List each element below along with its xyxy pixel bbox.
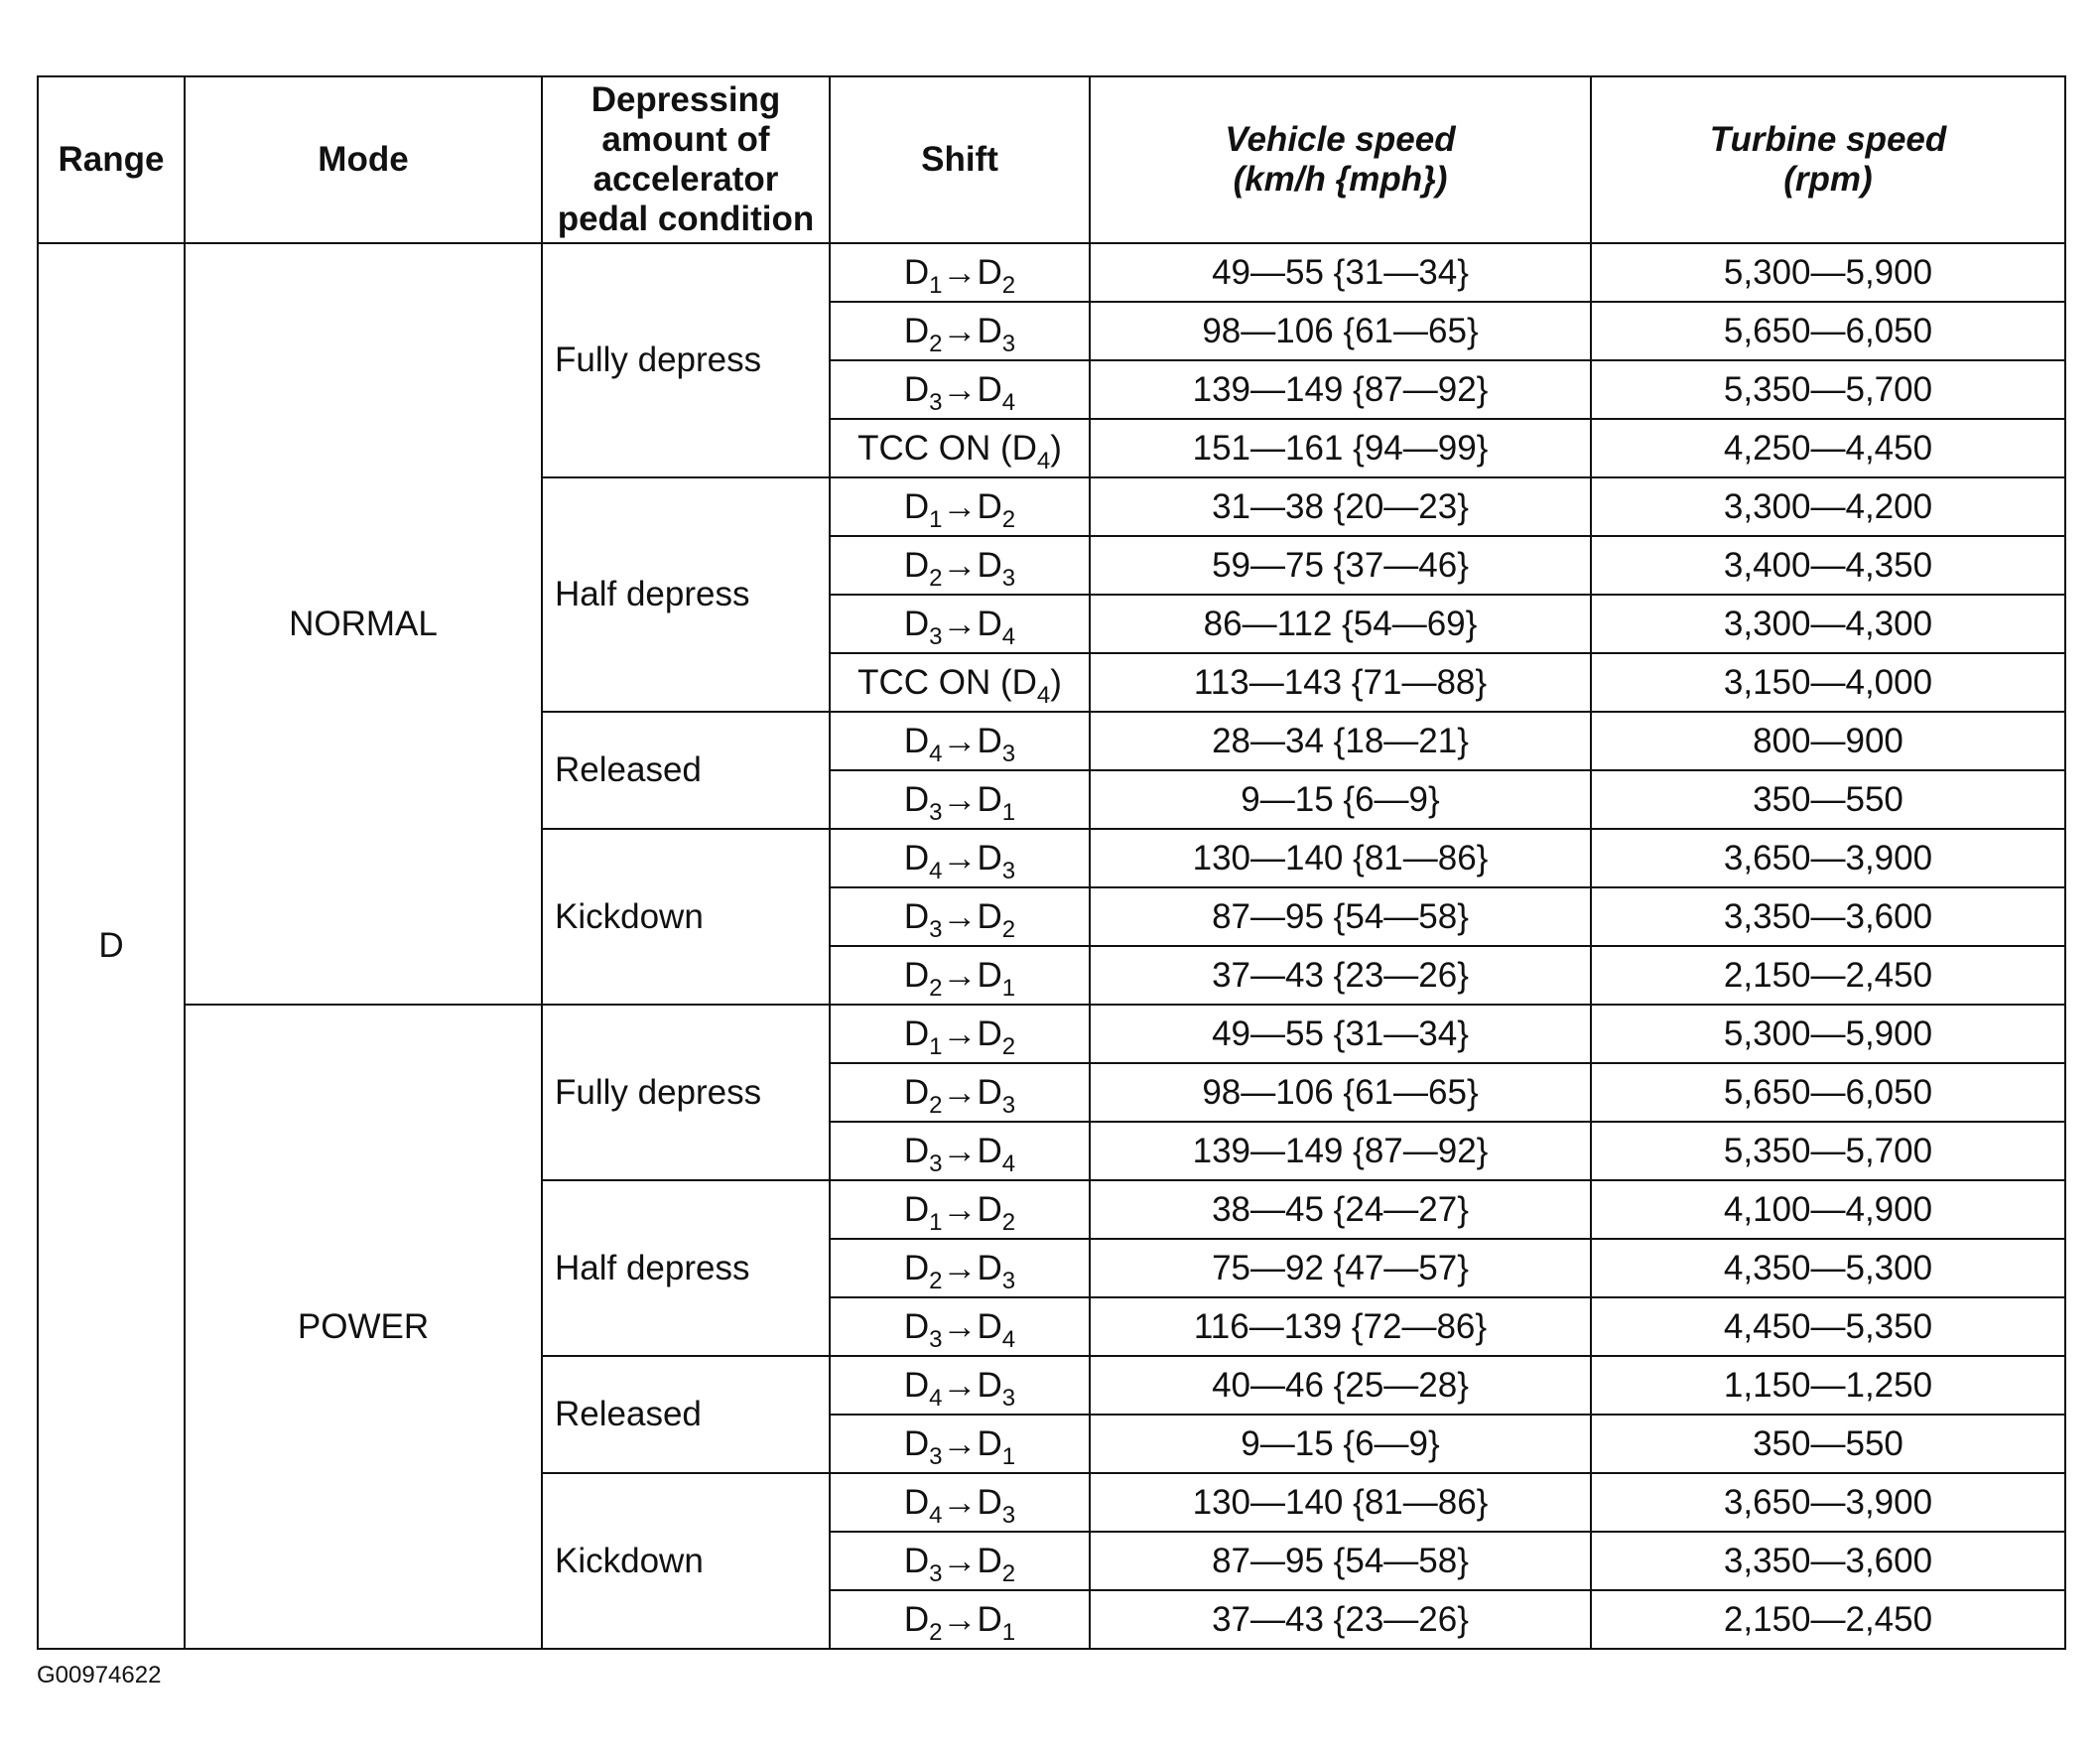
vehicle-speed-cell: 130—140 {81—86} [1090, 1473, 1591, 1532]
shift-gear-subscript: 3 [929, 915, 943, 943]
shift-gear-subscript: 3 [1001, 857, 1016, 884]
shift-gear-subscript: 4 [929, 1384, 943, 1412]
shift-text: D [977, 1541, 1002, 1580]
turbine-speed-cell: 350—550 [1591, 1415, 2065, 1473]
shift-cell [830, 1239, 1090, 1297]
shift-gear-subscript: 1 [929, 505, 943, 533]
shift-text: D [903, 1131, 930, 1170]
shift-text: D [903, 545, 930, 585]
header-vehicle-speed [1090, 76, 1591, 243]
shift-gear-subscript: 4 [1001, 1149, 1016, 1177]
shift-cell [830, 770, 1090, 829]
shift-cell [830, 1297, 1090, 1356]
vehicle-speed-cell: 86—112 {54—69} [1090, 595, 1591, 653]
shift-text: → [942, 779, 978, 819]
vehicle-speed-cell: 31—38 {20—23} [1090, 477, 1591, 536]
shift-text: → [942, 838, 978, 878]
turbine-speed-cell: 5,350—5,700 [1591, 360, 2065, 419]
shift-text: D [903, 1072, 930, 1112]
shift-cell [830, 595, 1090, 653]
pedal-condition-cell: Kickdown [542, 1473, 830, 1649]
shift-text: D [903, 311, 930, 350]
vehicle-speed-cell: 9—15 {6—9} [1090, 770, 1591, 829]
pedal-condition-cell: Released [542, 1356, 830, 1473]
pedal-condition-cell: Fully depress [542, 1005, 830, 1180]
turbine-speed-cell: 800—900 [1591, 712, 2065, 770]
turbine-speed-cell: 4,350—5,300 [1591, 1239, 2065, 1297]
shift-gear-subscript: 4 [1001, 388, 1016, 416]
turbine-speed-cell: 3,650—3,900 [1591, 829, 2065, 887]
shift-gear-subscript: 4 [1001, 1325, 1016, 1353]
shift-cell [830, 360, 1090, 419]
shift-text: D [977, 779, 1002, 819]
turbine-speed-cell: 350—550 [1591, 770, 2065, 829]
shift-cell [830, 1473, 1090, 1532]
shift-gear-subscript: 4 [929, 857, 943, 884]
shift-gear-subscript: 3 [1001, 1384, 1016, 1412]
shift-gear-subscript: 3 [929, 622, 943, 650]
shift-text: D [977, 896, 1002, 936]
turbine-speed-cell: 5,300—5,900 [1591, 1005, 2065, 1063]
turbine-speed-cell: 1,150—1,250 [1591, 1356, 2065, 1415]
shift-text: D [977, 1072, 1002, 1112]
shift-text: D [977, 1131, 1002, 1170]
shift-text: → [942, 252, 978, 292]
vehicle-speed-cell: 37—43 {23—26} [1090, 1590, 1591, 1649]
shift-cell [830, 1005, 1090, 1063]
shift-gear-subscript: 1 [1001, 974, 1016, 1002]
shift-gear-subscript: 2 [929, 330, 943, 357]
shift-gear-subscript: 3 [1001, 1267, 1016, 1294]
vehicle-speed-cell: 139—149 {87—92} [1090, 1122, 1591, 1180]
vehicle-speed-cell: 87—95 {54—58} [1090, 1532, 1591, 1590]
shift-gear-subscript: 4 [929, 1501, 943, 1529]
shift-text: → [942, 1013, 978, 1053]
shift-text: D [903, 1013, 930, 1053]
vehicle-speed-cell: 40—46 {25—28} [1090, 1356, 1591, 1415]
shift-gear-subscript: 3 [1001, 564, 1016, 592]
vehicle-speed-cell: 113—143 {71—88} [1090, 653, 1591, 712]
header-turbine-speed-line: (rpm) [1783, 160, 1873, 199]
shift-text: D [977, 252, 1002, 292]
shift-text: → [942, 486, 978, 526]
shift-cell [830, 477, 1090, 536]
shift-gear-subscript: 2 [929, 1618, 943, 1646]
shift-gear-subscript: 1 [929, 1032, 943, 1060]
turbine-speed-cell: 3,150—4,000 [1591, 653, 2065, 712]
header-pedal-condition-line: amount of [601, 120, 770, 159]
shift-text: → [942, 1365, 978, 1405]
shift-text: D [977, 721, 1002, 760]
shift-cell [830, 419, 1090, 477]
shift-gear-subscript: 3 [929, 1442, 943, 1470]
pedal-condition-cell: Released [542, 712, 830, 829]
shift-cell [830, 1180, 1090, 1239]
shift-gear-subscript: 2 [1001, 1032, 1016, 1060]
shift-cell [830, 536, 1090, 595]
shift-gear-subscript: 3 [929, 798, 943, 826]
shift-cell [830, 887, 1090, 946]
pedal-condition-cell: Half depress [542, 477, 830, 712]
turbine-speed-cell: 4,450—5,350 [1591, 1297, 2065, 1356]
header-turbine-speed-line: Turbine speed [1709, 120, 1947, 159]
header-range: Range [38, 76, 185, 243]
vehicle-speed-cell: 151—161 {94—99} [1090, 419, 1591, 477]
shift-text: → [942, 1248, 978, 1287]
shift-text: → [942, 311, 978, 350]
shift-text: D [977, 1599, 1002, 1639]
vehicle-speed-cell: 87—95 {54—58} [1090, 887, 1591, 946]
shift-text: → [942, 1541, 978, 1580]
header-turbine-speed [1591, 76, 2065, 243]
shift-text: D [903, 1365, 930, 1405]
shift-text: D [977, 369, 1002, 409]
shift-text: → [942, 1072, 978, 1112]
vehicle-speed-cell: 28—34 {18—21} [1090, 712, 1591, 770]
shift-gear-subscript: 3 [929, 1149, 943, 1177]
shift-text: D [977, 1482, 1002, 1522]
shift-gear-subscript: 3 [929, 388, 943, 416]
shift-gear-subscript: 1 [1001, 1442, 1016, 1470]
vehicle-speed-cell: 130—140 {81—86} [1090, 829, 1591, 887]
header-mode: Mode [185, 76, 542, 243]
turbine-speed-cell: 5,300—5,900 [1591, 243, 2065, 302]
shift-text: → [942, 721, 978, 760]
shift-cell [830, 1122, 1090, 1180]
pedal-condition-cell: Fully depress [542, 243, 830, 477]
shift-gear-subscript: 2 [1001, 1559, 1016, 1587]
shift-gear-subscript: 1 [1001, 1618, 1016, 1646]
shift-text: D [977, 838, 1002, 878]
shift-cell [830, 653, 1090, 712]
turbine-speed-cell: 5,650—6,050 [1591, 302, 2065, 360]
turbine-speed-cell: 3,350—3,600 [1591, 887, 2065, 946]
shift-gear-subscript: 1 [929, 271, 943, 299]
shift-text: TCC ON (D [857, 662, 1037, 702]
shift-text: ) [1050, 428, 1062, 468]
shift-text: → [942, 1423, 978, 1463]
vehicle-speed-cell: 139—149 {87—92} [1090, 360, 1591, 419]
header-row [38, 76, 2065, 243]
vehicle-speed-cell: 38—45 {24—27} [1090, 1180, 1591, 1239]
shift-text: → [942, 1131, 978, 1170]
shift-cell [830, 829, 1090, 887]
shift-text: D [903, 1306, 930, 1346]
turbine-speed-cell: 3,650—3,900 [1591, 1473, 2065, 1532]
shift-text: D [903, 896, 930, 936]
turbine-speed-cell: 3,300—4,300 [1591, 595, 2065, 653]
shift-gear-subscript: 1 [1001, 798, 1016, 826]
shift-gear-subscript: 2 [1001, 271, 1016, 299]
shift-text: D [977, 1013, 1002, 1053]
shift-text: D [977, 1306, 1002, 1346]
turbine-speed-cell: 3,350—3,600 [1591, 1532, 2065, 1590]
shift-gear-subscript: 4 [929, 740, 943, 767]
shift-cell [830, 946, 1090, 1005]
shift-cell [830, 243, 1090, 302]
shift-text: D [903, 369, 930, 409]
shift-text: D [977, 604, 1002, 643]
header-vehicle-speed-line: (km/h {mph}) [1233, 160, 1448, 199]
turbine-speed-cell: 4,100—4,900 [1591, 1180, 2065, 1239]
shift-pattern-table [37, 75, 2066, 1650]
shift-cell [830, 1415, 1090, 1473]
shift-text: D [977, 486, 1002, 526]
shift-text: D [977, 1365, 1002, 1405]
shift-text: D [903, 1423, 930, 1463]
shift-gear-subscript: 2 [1001, 505, 1016, 533]
shift-cell [830, 302, 1090, 360]
shift-text: D [903, 721, 930, 760]
shift-gear-subscript: 4 [1001, 622, 1016, 650]
table-body [38, 243, 2065, 1649]
turbine-speed-cell: 2,150—2,450 [1591, 946, 2065, 1005]
shift-gear-subscript: 3 [929, 1559, 943, 1587]
shift-gear-subscript: 3 [929, 1325, 943, 1353]
shift-text: ) [1050, 662, 1062, 702]
turbine-speed-cell: 5,650—6,050 [1591, 1063, 2065, 1122]
shift-text: → [942, 896, 978, 936]
shift-text: → [942, 545, 978, 585]
turbine-speed-cell: 4,250—4,450 [1591, 419, 2065, 477]
shift-text: D [903, 955, 930, 995]
figure-id: G00974622 [37, 1662, 162, 1688]
vehicle-speed-cell: 49—55 {31—34} [1090, 1005, 1591, 1063]
shift-text: D [903, 1482, 930, 1522]
shift-gear-subscript: 3 [1001, 1091, 1016, 1119]
shift-gear-subscript: 4 [1036, 681, 1051, 709]
shift-cell [830, 1532, 1090, 1590]
table-row [38, 243, 2065, 302]
shift-cell [830, 1356, 1090, 1415]
shift-text: D [903, 604, 930, 643]
vehicle-speed-cell: 98—106 {61—65} [1090, 302, 1591, 360]
shift-text: D [903, 486, 930, 526]
shift-gear-subscript: 3 [1001, 740, 1016, 767]
turbine-speed-cell: 5,350—5,700 [1591, 1122, 2065, 1180]
shift-gear-subscript: 3 [1001, 330, 1016, 357]
header-pedal-condition [542, 76, 830, 243]
header-pedal-condition-line: accelerator [592, 160, 779, 199]
shift-text: → [942, 604, 978, 643]
shift-text: D [977, 1423, 1002, 1463]
shift-gear-subscript: 2 [929, 974, 943, 1002]
shift-text: D [903, 1189, 930, 1229]
shift-cell [830, 1590, 1090, 1649]
vehicle-speed-cell: 37—43 {23—26} [1090, 946, 1591, 1005]
vehicle-speed-cell: 49—55 {31—34} [1090, 243, 1591, 302]
shift-text: D [903, 252, 930, 292]
turbine-speed-cell: 2,150—2,450 [1591, 1590, 2065, 1649]
shift-text: D [903, 1248, 930, 1287]
mode-cell: NORMAL [185, 243, 542, 1005]
shift-text: → [942, 955, 978, 995]
shift-text: D [903, 1599, 930, 1639]
shift-text: → [942, 1482, 978, 1522]
shift-gear-subscript: 2 [1001, 1208, 1016, 1236]
shift-gear-subscript: 2 [929, 1091, 943, 1119]
shift-text: D [903, 1541, 930, 1580]
mode-cell: POWER [185, 1005, 542, 1649]
header-pedal-condition-line: Depressing [591, 80, 781, 119]
turbine-speed-cell: 3,300—4,200 [1591, 477, 2065, 536]
table-row [38, 1005, 2065, 1063]
vehicle-speed-cell: 59—75 {37—46} [1090, 536, 1591, 595]
shift-text: → [942, 1599, 978, 1639]
shift-text: → [942, 1306, 978, 1346]
header-vehicle-speed-line: Vehicle speed [1225, 120, 1456, 159]
shift-gear-subscript: 4 [1036, 447, 1051, 474]
turbine-speed-cell: 3,400—4,350 [1591, 536, 2065, 595]
pedal-condition-cell: Half depress [542, 1180, 830, 1356]
shift-text: D [903, 838, 930, 878]
shift-text: → [942, 369, 978, 409]
shift-text: → [942, 1189, 978, 1229]
vehicle-speed-cell: 75—92 {47—57} [1090, 1239, 1591, 1297]
shift-cell [830, 1063, 1090, 1122]
header-pedal-condition-line: pedal condition [557, 200, 815, 238]
shift-text: D [977, 311, 1002, 350]
shift-text: D [903, 779, 930, 819]
shift-cell [830, 712, 1090, 770]
shift-gear-subscript: 1 [929, 1208, 943, 1236]
shift-text: D [977, 1189, 1002, 1229]
vehicle-speed-cell: 116—139 {72—86} [1090, 1297, 1591, 1356]
header-shift: Shift [830, 76, 1090, 243]
shift-text: D [977, 1248, 1002, 1287]
shift-text: D [977, 955, 1002, 995]
pedal-condition-cell: Kickdown [542, 829, 830, 1005]
shift-gear-subscript: 3 [1001, 1501, 1016, 1529]
shift-gear-subscript: 2 [929, 1267, 943, 1294]
vehicle-speed-cell: 9—15 {6—9} [1090, 1415, 1591, 1473]
shift-gear-subscript: 2 [929, 564, 943, 592]
shift-text: TCC ON (D [857, 428, 1037, 468]
vehicle-speed-cell: 98—106 {61—65} [1090, 1063, 1591, 1122]
shift-text: D [977, 545, 1002, 585]
range-cell: D [38, 243, 185, 1649]
shift-gear-subscript: 2 [1001, 915, 1016, 943]
